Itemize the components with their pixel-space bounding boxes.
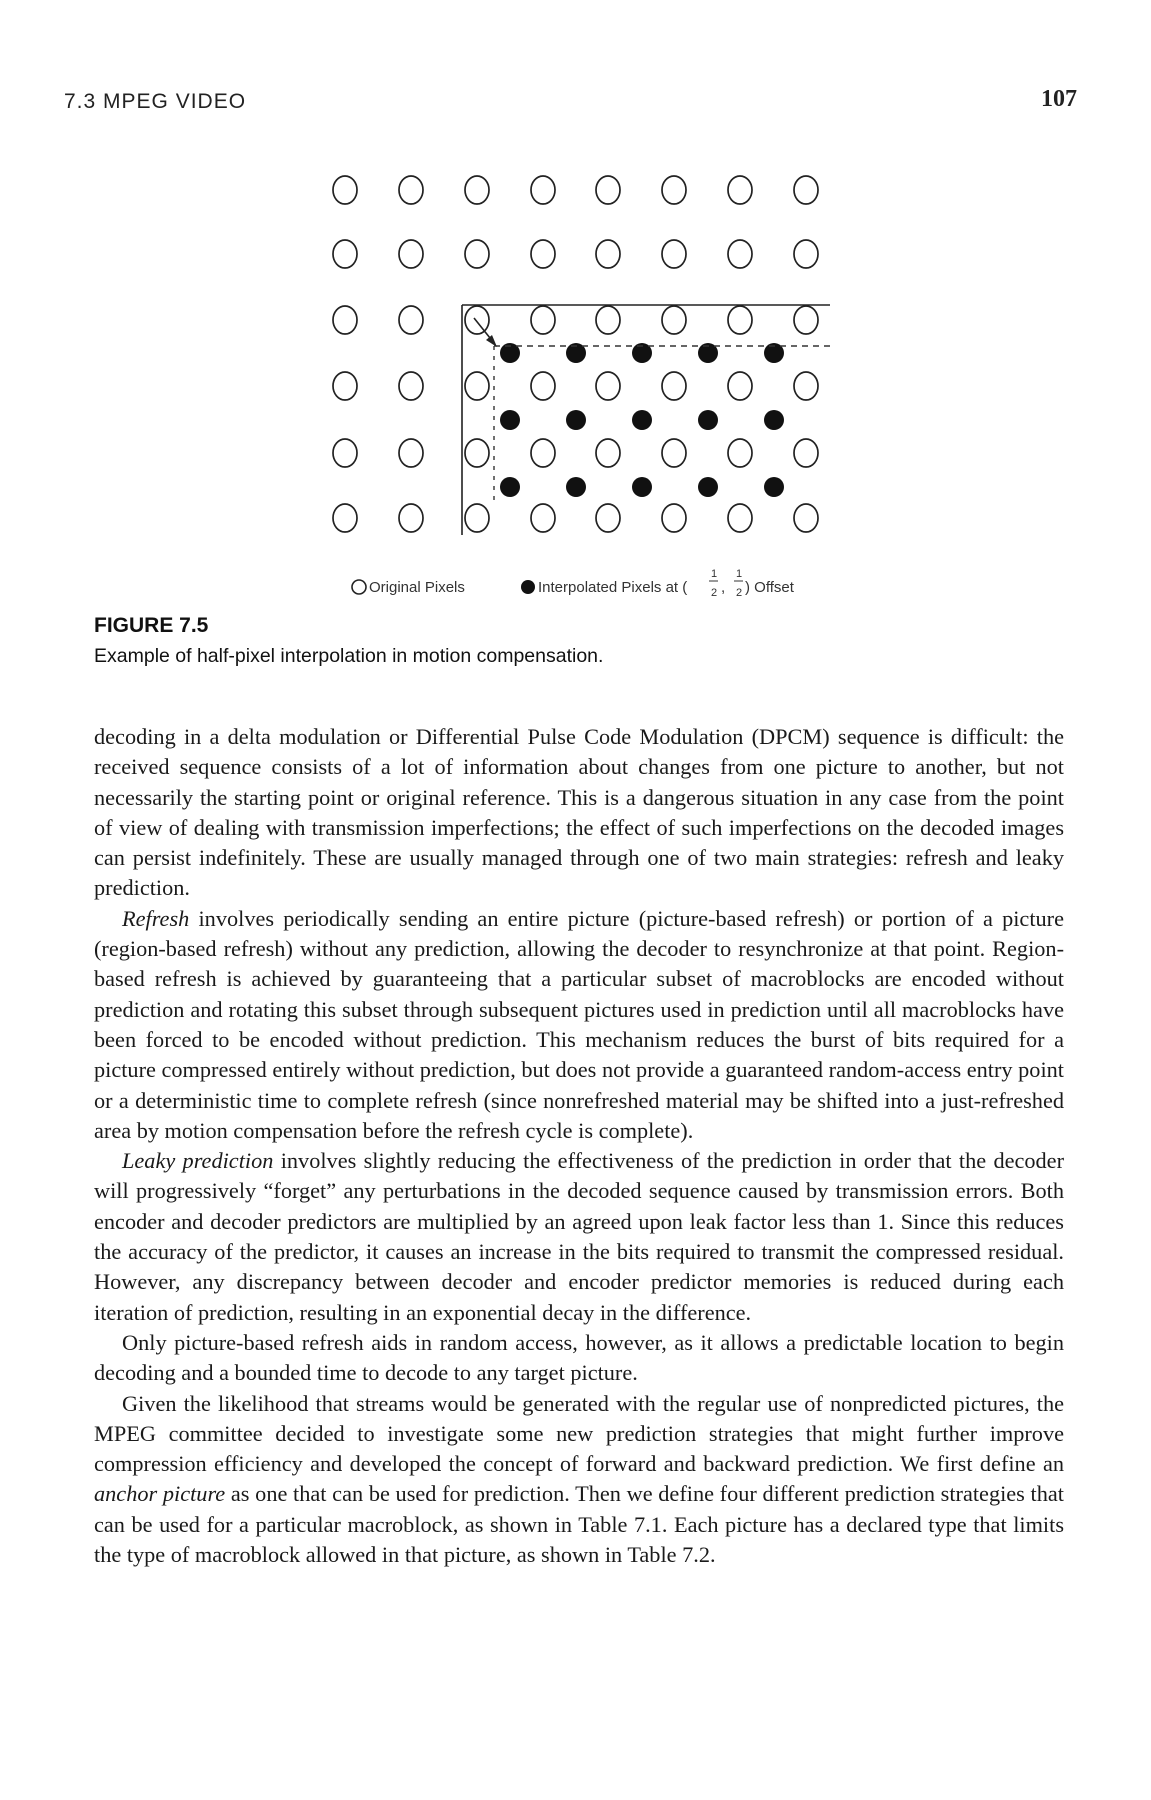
paragraph-4: Only picture-based refresh aids in random access, however, as it allows a predictable location to begin decoding and a bounded time to decode to any target picture.: [94, 1329, 1064, 1386]
original-pixel: [728, 240, 752, 268]
original-pixel: [465, 372, 489, 400]
original-pixel: [399, 439, 423, 467]
interpolated-pixel: [632, 410, 652, 430]
original-pixel: [333, 306, 357, 334]
original-pixel: [662, 306, 686, 334]
original-pixel: [662, 176, 686, 204]
original-pixel: [728, 439, 752, 467]
original-pixel: [596, 306, 620, 334]
original-pixel: [531, 504, 555, 532]
interpolated-pixel: [764, 477, 784, 497]
original-pixel: [794, 439, 818, 467]
term-refresh: Refresh: [122, 905, 190, 931]
original-pixel: [399, 240, 423, 268]
original-pixel: [662, 504, 686, 532]
original-pixel: [333, 439, 357, 467]
interpolated-pixel: [764, 410, 784, 430]
legend-frac-separator: ,: [721, 579, 726, 596]
interpolated-pixel: [698, 410, 718, 430]
original-pixel: [794, 176, 818, 204]
original-pixel: [596, 504, 620, 532]
original-pixel: [399, 372, 423, 400]
paragraph-1: decoding in a delta modulation or Differential Pulse Code Modulation (DPCM) sequence is difficult: the received sequence consists of a lot of information about changes from one picture to another, but not necessarily the starting point or original reference. This is a dangerous situation in any case from the point of view of dealing with transmission imperfections; the effect of such imperfections on the decoded images can persist indefinitely. These are usually managed through one of two main strategies: refresh and leaky prediction.: [94, 724, 1064, 901]
original-pixel: [333, 504, 357, 532]
legend-frac-num-2: 1: [736, 568, 743, 580]
term-anchor-picture: anchor picture: [94, 1481, 226, 1507]
body-text: [94, 722, 1064, 1570]
original-pixel: [794, 240, 818, 268]
interpolated-pixel: [632, 477, 652, 497]
interpolated-pixel: [566, 410, 586, 430]
half-pixel-interpolation-figure: [0, 0, 1151, 640]
original-pixel: [794, 306, 818, 334]
legend-interpolated-label: Interpolated Pixels at (: [538, 579, 688, 596]
term-leaky-prediction: Leaky prediction: [122, 1148, 274, 1174]
original-pixel: [794, 372, 818, 400]
original-pixel: [531, 439, 555, 467]
original-pixel: [333, 240, 357, 268]
figure-caption: Example of half-pixel interpolation in motion compensation.: [94, 645, 604, 667]
original-pixel: [596, 240, 620, 268]
original-pixel: [399, 176, 423, 204]
original-pixel: [333, 372, 357, 400]
original-pixel: [465, 439, 489, 467]
original-pixel: [596, 439, 620, 467]
legend-frac-den-2: 2: [736, 587, 743, 599]
interpolated-pixel: [566, 477, 586, 497]
original-pixel: [531, 240, 555, 268]
running-head: 7.3 MPEG VIDEO: [64, 90, 247, 113]
original-pixel: [662, 240, 686, 268]
page-number: 107: [1041, 86, 1077, 112]
original-pixel: [662, 439, 686, 467]
legend-original-label: Original Pixels: [369, 579, 465, 596]
paragraph-5-end: as one that can be used for prediction. Then we define four different prediction strategies that can be used for a particular macroblock, as shown in Table 7.1. Each picture has a declared type that limits the type of macroblock allowed in that picture, as shown in Table 7.2.: [94, 1481, 1064, 1568]
original-pixel: [531, 306, 555, 334]
paragraph-2-text: involves periodically sending an entire picture (picture-based refresh) or portion of a picture (region-based refresh) without any prediction, allowing the decoder to resynchronize at that point. Region-based refresh is achieved by guaranteeing that a particular subset of macroblocks are encoded without prediction and rotating this subset through subsequent pictures used in prediction until all macroblocks have been forced to be encoded without prediction. This mechanism reduces the burst of bits required for a picture compressed entirely without prediction, but does not provide a guaranteed random-access entry point or a deterministic time to complete refresh (since nonrefreshed material may be shifted into a just-refreshed area by motion compensation before the refresh cycle is complete).: [94, 905, 1064, 1143]
paragraph-3: [94, 1146, 1064, 1328]
legend-offset-suffix: ) Offset: [745, 579, 794, 596]
legend-interpolated-symbol: [521, 580, 535, 594]
paragraph-3-text: involves slightly reducing the effectiveness of the prediction in order that the decoder will progressively “forget” any perturbations in the decoded sequence caused by transmission errors. Both encoder and decoder predictors are multiplied by an agreed upon leak factor less than 1. Since this reduces the accuracy of the predictor, it causes an increase in the bits required to transmit the compressed residual. However, any discrepancy between decoder and encoder predictor memories is reduced during each iteration of prediction, resulting in an exponential decay in the difference.: [94, 1148, 1065, 1325]
interpolated-pixel: [500, 477, 520, 497]
original-pixel: [531, 176, 555, 204]
figure-label: FIGURE 7.5: [94, 614, 209, 637]
original-pixel: [399, 504, 423, 532]
original-pixel: [596, 176, 620, 204]
legend-frac-num-1: 1: [711, 568, 718, 580]
original-pixel: [728, 176, 752, 204]
offset-arrow-head: [486, 335, 497, 347]
interpolated-pixels-group: [500, 343, 784, 497]
legend-original-symbol: [352, 580, 366, 594]
original-pixel: [465, 176, 489, 204]
interpolated-pixel: [500, 410, 520, 430]
original-pixel: [399, 306, 423, 334]
original-pixel: [531, 372, 555, 400]
original-pixel: [728, 372, 752, 400]
legend-frac-den-1: 2: [711, 587, 718, 599]
original-pixel: [596, 372, 620, 400]
original-pixel: [333, 176, 357, 204]
paragraph-5: [94, 1389, 1064, 1571]
paragraph-5-start: Given the likelihood that streams would be generated with the regular use of nonpredicted pictures, the MPEG committee decided to investigate some new prediction strategies that might further improve compression efficiency and developed the concept of forward and backward prediction. We first define an: [94, 1390, 1064, 1477]
original-pixel: [662, 372, 686, 400]
original-pixel: [728, 306, 752, 334]
original-pixel: [465, 240, 489, 268]
original-pixel: [465, 504, 489, 532]
original-pixel: [728, 504, 752, 532]
interpolated-pixel: [698, 477, 718, 497]
original-pixel: [465, 306, 489, 334]
original-pixel: [794, 504, 818, 532]
paragraph-2: [94, 904, 1064, 1146]
